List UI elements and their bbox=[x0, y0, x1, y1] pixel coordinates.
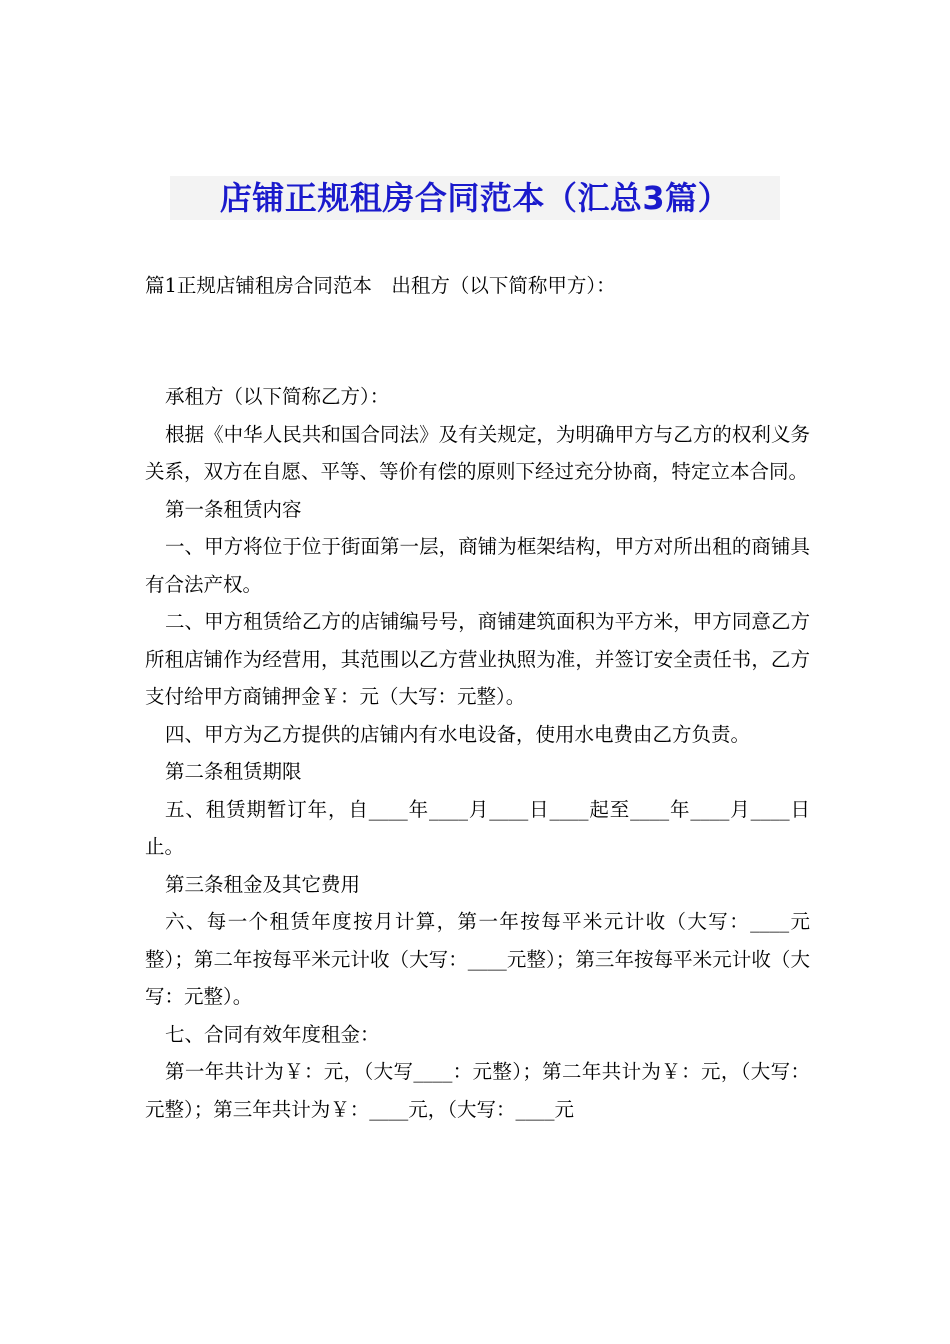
paragraph-clause-1: 一、甲方将位于位于街面第一层，商铺为框架结构，甲方对所出租的商铺具有合法产权。 bbox=[145, 535, 810, 596]
document-title: 店铺正规租房合同范本（汇总3篇） bbox=[219, 179, 731, 217]
paragraph-clause-5: 五、租赁期暂订年，自____年____月____日____起至____年____月____日止。 bbox=[145, 797, 810, 858]
intro-line bbox=[145, 267, 810, 305]
intro-paragraph: 篇1正规店铺租房合同范本 出租方（以下简称甲方）： bbox=[145, 274, 616, 297]
contract-body bbox=[145, 378, 810, 1128]
paragraph-clause-4: 四、甲方为乙方提供的店铺内有水电设备，使用水电费由乙方负责。 bbox=[165, 722, 751, 746]
title-highlight bbox=[170, 176, 780, 220]
section-heading-1: 第一条租赁内容 bbox=[165, 497, 302, 521]
paragraph-clause-6: 六、每一个租赁年度按月计算，第一年按每平米元计收（大写：____元整）；第二年按每平米元计收（大写：____元整）；第三年按每平米元计收（大写：元整）。 bbox=[145, 910, 810, 1008]
paragraph-clause-2: 二、甲方租赁给乙方的店铺编号号，商铺建筑面积为平方米，甲方同意乙方所租店铺作为经营用，其范围以乙方营业执照为准，并签订安全责任书，乙方支付给甲方商铺押金￥：元（大写：元整）。 bbox=[145, 610, 810, 708]
paragraph-basis: 根据《中华人民共和国合同法》及有关规定，为明确甲方与乙方的权利义务关系，双方在自愿、平等、等价有偿的原则下经过充分协商，特定立本合同。 bbox=[145, 422, 810, 483]
section-heading-2: 第二条租赁期限 bbox=[165, 760, 302, 783]
paragraph-annual-rent: 第一年共计为￥：元，（大写____：元整）；第二年共计为￥：元，（大写：元整）；第三年共计为￥：____元，（大写：____元 bbox=[145, 1060, 810, 1121]
paragraph-clause-7: 七、合同有效年度租金： bbox=[165, 1022, 380, 1046]
paragraph-tenant: 承租方（以下简称乙方）： bbox=[165, 385, 390, 408]
section-heading-3: 第三条租金及其它费用 bbox=[165, 872, 361, 896]
